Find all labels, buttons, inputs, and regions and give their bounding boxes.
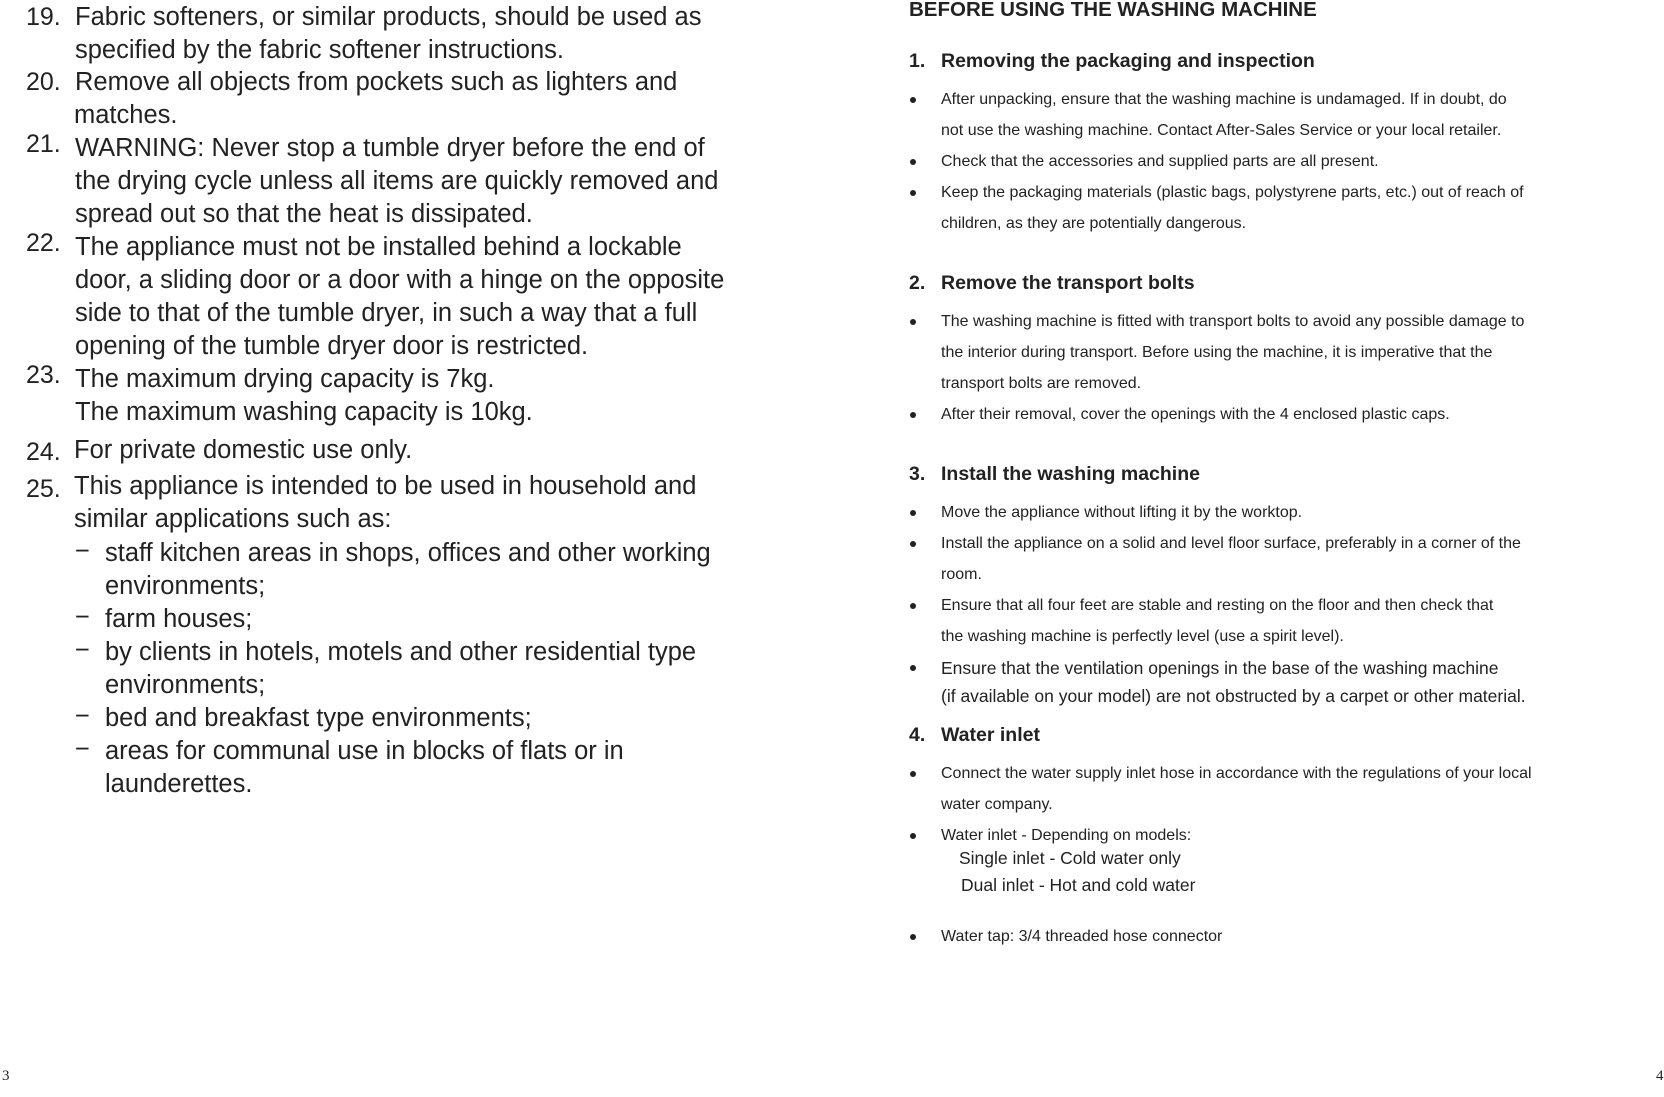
bullet-text: transport bolts are removed. (941, 375, 1142, 392)
item-text: WARNING: Never stop a tumble dryer before the end of (75, 134, 705, 162)
sublist-item (75, 603, 805, 636)
sublist-text: environments; (105, 671, 266, 699)
item-number: 19. (26, 3, 61, 31)
item-text: specified by the fabric softener instructions. (75, 36, 564, 64)
item-text: side to that of the tumble dryer, in such a way that a full (75, 299, 698, 327)
section-heading (909, 724, 1649, 758)
section-title: Removing the packaging and inspection (941, 50, 1315, 72)
bullet-item (909, 758, 1649, 820)
sublist-text: bed and breakfast type environments; (105, 704, 532, 732)
item-text: The appliance must not be installed behind a lockable (75, 233, 682, 261)
bullet-item (909, 399, 1649, 430)
bullet-item (909, 306, 1649, 399)
bullet-text: After unpacking, ensure that the washing machine is undamaged. If in doubt, do (941, 91, 1507, 108)
item-text: The maximum drying capacity is 7kg. (75, 365, 495, 393)
section-heading (909, 272, 1649, 306)
bullet-dot (910, 159, 916, 165)
dash-marker: − (75, 702, 90, 730)
bullet-text: Install the appliance on a solid and level floor surface, preferably in a corner of the (941, 535, 1521, 552)
page-title: BEFORE USING THE WASHING MACHINE (909, 0, 1317, 21)
bullet-text: room. (941, 566, 982, 583)
bullet-dot (910, 319, 916, 325)
bullet-dot (910, 934, 916, 940)
bullet-dot (910, 833, 916, 839)
item-text: the drying cycle unless all items are quickly removed and (75, 167, 719, 195)
item-text: For private domestic use only. (74, 436, 413, 464)
bullet-dot (910, 190, 916, 196)
item-number: 20. (26, 68, 61, 96)
section-heading (909, 463, 1649, 497)
dash-marker: − (75, 603, 90, 631)
page-number: 3 (2, 1068, 10, 1084)
bullet-dot (910, 771, 916, 777)
sublist-text: farm houses; (105, 605, 253, 633)
bullet-text: the interior during transport. Before using the machine, it is imperative that the (941, 344, 1493, 361)
bullet-text: Water tap: 3/4 threaded hose connector (941, 928, 1223, 945)
item-text: spread out so that the heat is dissipated. (75, 200, 533, 228)
dash-marker: − (75, 636, 90, 664)
bullet-item (909, 177, 1649, 239)
bullet-dot (910, 97, 916, 103)
section-number: 4. (909, 724, 926, 746)
item-text: door, a sliding door or a door with a hinge on the opposite (75, 266, 725, 294)
item-text: similar applications such as: (74, 505, 392, 533)
bullet-text: (if available on your model) are not obstructed by a carpet or other material. (941, 686, 1526, 706)
sublist (75, 537, 805, 801)
bullet-item (909, 497, 1649, 528)
bullet-item (909, 84, 1649, 146)
bullet-dot (910, 603, 916, 609)
bullet-text: Water inlet - Depending on models: (941, 827, 1192, 844)
bullet-text: Connect the water supply inlet hose in accordance with the regulations of your local (941, 765, 1532, 782)
bullet-text: Check that the accessories and supplied parts are all present. (941, 153, 1379, 170)
section-number: 2. (909, 272, 926, 294)
right-page (900, 0, 1664, 1097)
item-number: 24. (26, 438, 61, 466)
bullet-item (909, 590, 1649, 652)
bullet-item (909, 146, 1649, 177)
section-number: 3. (909, 463, 926, 485)
sublist-item (75, 702, 805, 735)
section-install (909, 463, 1649, 710)
item-text: matches. (74, 101, 178, 129)
bullet-dot (910, 541, 916, 547)
dash-marker: − (75, 735, 90, 763)
section-number: 1. (909, 50, 926, 72)
bullet-dot (910, 665, 916, 671)
sublist-text: launderettes. (105, 770, 253, 798)
left-page (0, 0, 820, 1097)
sublist-item (75, 537, 805, 603)
bullet-dot (910, 412, 916, 418)
section-title: Install the washing machine (941, 463, 1200, 485)
section-title: Water inlet (941, 724, 1040, 746)
bullet-text: Keep the packaging materials (plastic bags, polystyrene parts, etc.) out of reach of (941, 184, 1524, 201)
bullet-text: children, as they are potentially dangerous. (941, 215, 1247, 232)
section-transport-bolts (909, 272, 1649, 430)
inlet-line: Dual inlet - Hot and cold water (961, 875, 1196, 895)
section-title: Remove the transport bolts (941, 272, 1195, 294)
bullet-text: water company. (941, 796, 1053, 813)
section-heading (909, 50, 1649, 84)
bullet-text: Move the appliance without lifting it by the worktop. (941, 504, 1303, 521)
bullet-text: Ensure that the ventilation openings in the base of the washing machine (941, 658, 1499, 678)
item-text: The maximum washing capacity is 10kg. (75, 398, 533, 426)
item-text: Remove all objects from pockets such as lighters and (75, 68, 678, 96)
inlet-line: Single inlet - Cold water only (959, 848, 1181, 868)
sublist-item (75, 735, 805, 801)
item-number: 25. (26, 475, 61, 503)
bullet-text: The washing machine is fitted with transport bolts to avoid any possible damage to (941, 313, 1525, 330)
bullet-item (909, 654, 1649, 710)
bullet-text: not use the washing machine. Contact After-Sales Service or your local retailer. (941, 122, 1502, 139)
section-packaging (909, 50, 1649, 239)
item-text: opening of the tumble dryer door is restricted. (75, 332, 589, 360)
bullet-dot (910, 510, 916, 516)
bullet-item (909, 528, 1649, 590)
item-number: 23. (26, 361, 61, 389)
sublist-text: areas for communal use in blocks of flats or in (105, 737, 624, 765)
item-text: Fabric softeners, or similar products, should be used as (75, 3, 702, 31)
bullet-text: Ensure that all four feet are stable and resting on the floor and then check that (941, 597, 1494, 614)
page-number: 4 (1656, 1068, 1664, 1084)
section-water-inlet (909, 724, 1649, 952)
sublist-item (75, 636, 805, 702)
item-number: 22. (26, 229, 61, 257)
sublist-text: staff kitchen areas in shops, offices and other working (105, 539, 711, 567)
bullet-item (909, 921, 1649, 952)
sublist-text: environments; (105, 572, 266, 600)
sublist-text: by clients in hotels, motels and other residential type (105, 638, 697, 666)
item-text: This appliance is intended to be used in household and (74, 472, 697, 500)
dash-marker: − (75, 537, 90, 565)
bullet-item (909, 820, 1649, 851)
item-number: 21. (26, 130, 61, 158)
bullet-text: the washing machine is perfectly level (use a spirit level). (941, 628, 1344, 645)
bullet-text: After their removal, cover the openings with the 4 enclosed plastic caps. (941, 406, 1450, 423)
